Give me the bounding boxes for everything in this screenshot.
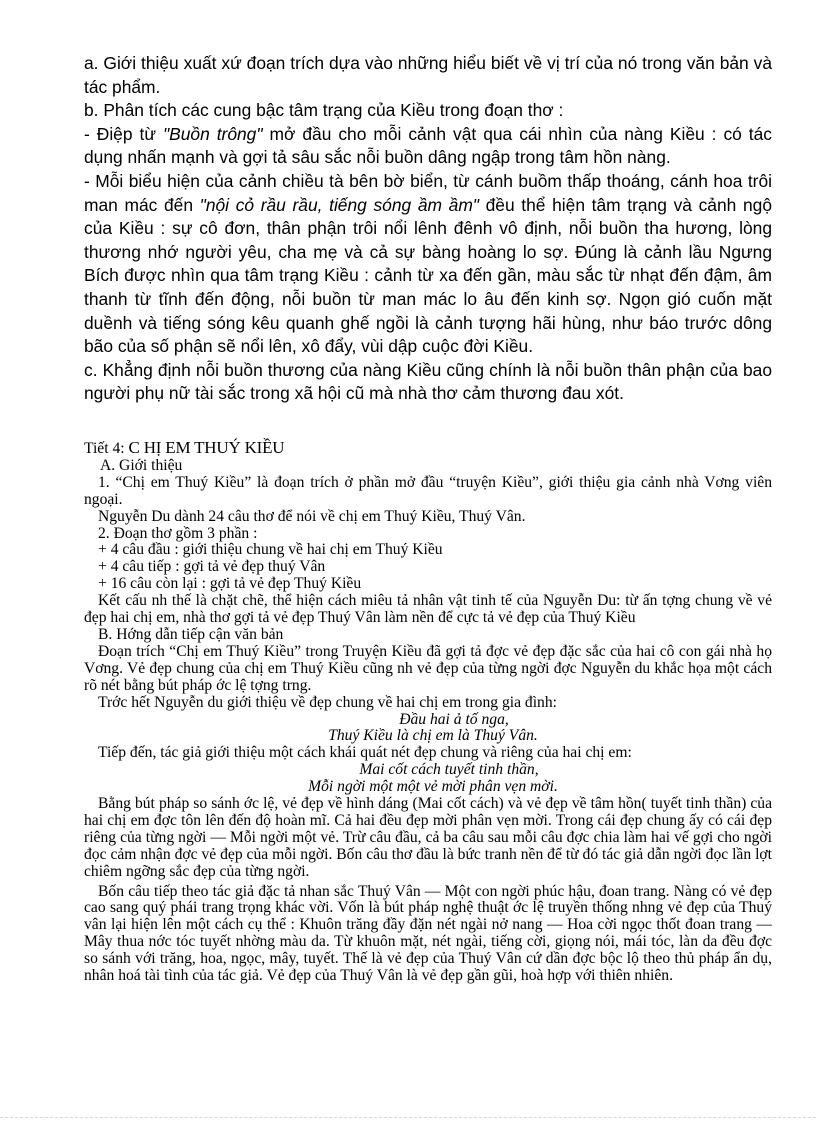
para-6: + 16 câu còn lại : gợi tả vẻ đẹp Thuý Kiều — [98, 575, 362, 593]
para-5: + 4 câu tiếp : gợi tả vẻ đẹp thuý Vân — [98, 558, 326, 576]
bullet-2-post: đều thể hiện tâm trạng và cảnh ngộ của Kiều : sự cô đơn, thân phận trôi nổi lênh đênh vô định, nỗi buồn tha hương, lòng thương nhớ người yêu, cha mẹ và cả sự bàng hoàng lo sợ. Đúng là cảnh lầu Ngưng Bích được nhìn qua tâm trạng Kiều : cảnh từ xa đến gần, màu sắc từ nhạt đến đậm, âm thanh từ tĩnh đến động, nỗi buồn từ man mác lo âu đến kinh sợ. Ngọn gió cuốn mặt duềnh và tiếng sóng kêu quanh ghế ngồi là cảnh tượng hãi hùng, như báo trước dông bão của số phận sẽ nổi lên, xô đẩy, vùi dập cuộc đời Kiều. — [84, 194, 772, 357]
heading-a: A. Giới thiệu — [100, 456, 183, 474]
bullet-2-emphasis: "nội cỏ rầu rầu, tiếng sóng ầm ầm" — [199, 194, 479, 215]
lesson-name: C HỊ EM THUÝ KIỀU — [128, 438, 285, 457]
point-b: b. Phân tích các cung bậc tâm trạng của Kiều trong đoạn thơ : — [84, 100, 564, 121]
para-3: 2. Đoạn thơ gồm 3 phần : — [98, 524, 258, 542]
analysis-section — [84, 52, 772, 406]
bullet-1-post: mở đầu cho mỗi cảnh vật qua cái nhìn của nàng Kiều : có tác dụng nhấn mạnh và gợi tả sâu sắc nỗi buồn dâng ngập trong tâm hồn nàng. — [84, 123, 772, 168]
bullet-1-emphasis: "Buồn trông" — [162, 123, 263, 144]
para-7: Kết cấu nh thế là chặt chẽ, thể hiện cách miêu tả nhân vật tinh tế của Nguyễn Du: từ ấn tợng chung về vẻ đẹp hai chị em, nhà thơ gợi tả vẻ đẹp Thuý Vân làm nền để cực tả vẻ đẹp của Thuý Kiều — [84, 592, 772, 627]
heading-b: B. Hớng dẫn tiếp cận văn bản — [98, 625, 284, 643]
para-4: + 4 câu đầu : giới thiệu chung về hai chị em Thuý Kiều — [98, 541, 443, 559]
lesson-number: Tiết 4: — [84, 440, 129, 457]
para-2: Nguyễn Du dành 24 câu thơ để nói về chị em Thuý Kiều, Thuý Vân. — [98, 507, 526, 525]
para-8: Đoạn trích “Chị em Thuý Kiều” trong Truyện Kiều đã gợi tả đợc vẻ đẹp đặc sắc của hai cô con gái nhà họ Vơng. Vẻ đẹp chung của chị em Thuý Kiều cũng nh vẻ đẹp của từng ngời đợc Nguyễn du khắc họa một cách rõ nét bằng bút pháp ớc lệ tợng trng. — [84, 642, 772, 694]
para-9: Trớc hết Nguyễn du giới thiệu về đẹp chung về hai chị em trong gia đình: — [98, 693, 557, 711]
point-a: a. Giới thiệu xuất xứ đoạn trích dựa vào những hiểu biết về vị trí của nó trong văn bản và tác phẩm. — [84, 53, 772, 97]
verse-line-3: Mai cốt cách tuyết tinh thần, — [359, 761, 539, 779]
bullet-1 — [84, 123, 772, 170]
page-bottom-rule — [0, 1117, 816, 1118]
verse-line-4: Mỗi ngời một một vẻ mời phân vẹn mời. — [308, 778, 558, 796]
lesson-title — [84, 440, 772, 458]
bullet-2 — [84, 170, 772, 359]
para-1: 1. “Chị em Thuý Kiều” là đoạn trích ở phần mở đầu “truyện Kiều”, giới thiệu gia cảnh nhà Vơng viên ngoại. — [84, 473, 772, 508]
bullet-2-pre: - Mỗi biểu hiện của cảnh chiều tà bên bờ biển, từ cánh buồm thấp thoáng, cánh hoa trôi man mác đến — [84, 170, 772, 215]
para-10: Tiếp đến, tác giả giới thiệu một cách khái quát nét đẹp chung và riêng của hai chị em: — [98, 744, 632, 762]
point-c: c. Khẳng định nỗi buồn thương của nàng Kiều cũng chính là nỗi buồn thân phận của bao người phụ nữ tài sắc trong xã hội cũ mà nhà thơ cảm thương đau xót. — [84, 359, 772, 404]
bullet-1-pre: - Điệp từ — [84, 123, 163, 144]
verse-line-1: Đầu hai ả tố nga, — [399, 710, 509, 728]
lesson-section — [84, 440, 772, 985]
para-11: Bằng bút pháp so sánh ớc lệ, vẻ đẹp về hình dáng (Mai cốt cách) và vẻ đẹp về tâm hồn( tuyết tinh thần) của hai chị em đợc tôn lên đến độ hoàn mĩ. Cả hai đều đẹp mời phân vẹn mời. Trong cái đẹp chung ấy có cái đẹp riêng của từng ngời — Mỗi ngời một vẻ. Trừ câu đầu, cả ba câu sau mỗi câu đợc chia làm hai vế gợi cho ngời đọc cảm nhận đợc vẻ đẹp của mỗi ngời. Bốn câu thơ đầu là bức tranh nền để từ đó tác giả dẫn ngời đọc lần lợt chiêm ngỡng sắc đẹp của từng ngời. — [84, 795, 772, 880]
verse-line-2: Thuý Kiều là chị em là Thuý Vân. — [328, 727, 538, 745]
para-12: Bốn câu tiếp theo tác giả đặc tả nhan sắc Thuý Vân — Một con ngời phúc hậu, đoan trang. Nàng có vẻ đẹp cao sang quý phái trang trọng khác vời. Vốn là bút pháp nghệ thuật ớc lệ truyền thống nhng vẻ đẹp của Thuý vân lại hiện lên một cách cụ thể : Khuôn trăng đầy đặn nét ngài nở nang — Hoa cời ngọc thốt đoan trang — Mây thua nớc tóc tuyết nhờng màu da. Từ khuôn mặt, nét ngài, tiếng cời, giọng nói, mái tóc, làn da đều đợc so sánh với trăng, hoa, ngọc, mây, tuyết. Thế là vẻ đẹp của Thuý Vân cứ dần đợc bộc lộ theo thủ pháp ẩn dụ, nhân hoá tài tình của tác giả. Vẻ đẹp của Thuý Vân là vẻ đẹp gần gũi, hoà hợp với thiên nhiên. — [84, 882, 772, 985]
